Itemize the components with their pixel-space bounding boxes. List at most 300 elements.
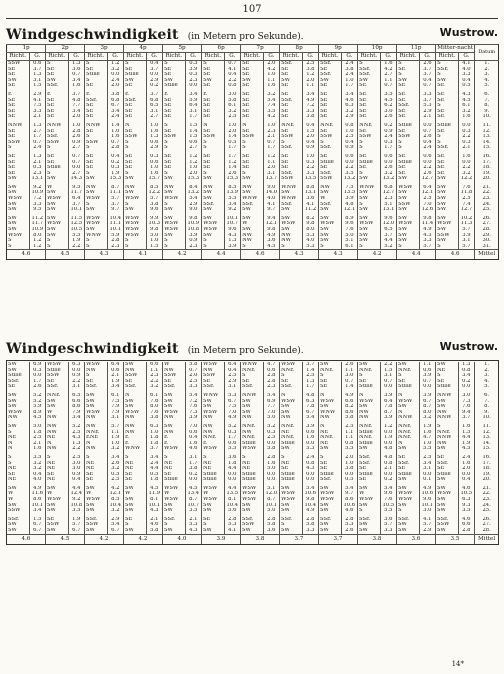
speed-cell: 10.6 — [302, 491, 319, 497]
direction-cell: SSE — [280, 171, 303, 177]
direction-cell: SE — [397, 98, 420, 104]
direction-cell: SW — [85, 528, 108, 534]
speed-cell: 6.5 — [146, 103, 163, 109]
speed-cell: 1.7 — [263, 145, 280, 151]
direction-cell: SW — [46, 78, 69, 84]
speed-cell: 3.9 — [302, 424, 319, 430]
speed-cell: 3.5 — [185, 508, 202, 514]
direction-cell: NNE — [397, 435, 420, 441]
direction-cell: SW — [7, 78, 30, 84]
direction-cell: SW — [319, 233, 342, 239]
direction-cell: SW — [124, 497, 147, 503]
direction-cell: SW — [397, 446, 420, 452]
speed-cell: 5.3 — [419, 103, 436, 109]
direction-cell: SW — [397, 477, 420, 483]
direction-cell: SE — [319, 83, 342, 89]
speed-cell: 0.9 — [380, 129, 397, 135]
speed-cell: 2.5 — [341, 134, 358, 140]
speed-cell: 3.3 — [419, 92, 436, 98]
direction-cell: SE — [241, 103, 264, 109]
speed-cell: 1.9 — [68, 517, 85, 523]
direction-cell: SW — [436, 404, 459, 410]
speed-cell: 6.5 — [68, 393, 85, 399]
speed-cell: 8.4 — [185, 185, 202, 191]
speed-cell: 5.2 — [29, 399, 46, 405]
speed-cell: 3.6 — [224, 455, 241, 461]
direction-cell: SSE — [163, 384, 186, 390]
direction-cell: NNW — [436, 435, 459, 441]
direction-cell: SE — [436, 114, 459, 120]
speed-cell: 2.9 — [29, 92, 46, 98]
direction-cell: SE — [46, 160, 69, 166]
speed-cell: 2.4 — [341, 61, 358, 67]
direction-cell: WSW — [397, 399, 420, 405]
direction-cell: S — [124, 140, 147, 146]
speed-cell: 3.2 — [341, 109, 358, 115]
speed-cell: 0.0 — [419, 472, 436, 478]
speed-cell: 4.1 — [29, 98, 46, 104]
speed-cell: 5.7 — [146, 196, 163, 202]
direction-cell: WSW — [7, 410, 30, 416]
speed-cell: 1.9 — [419, 424, 436, 430]
direction-header: Richt. — [241, 53, 264, 61]
direction-cell: SW — [241, 528, 264, 534]
speed-cell: 2.2 — [224, 78, 241, 84]
speed-cell: 9.8 — [419, 216, 436, 222]
speed-cell: 13.2 — [185, 190, 202, 196]
speed-cell: 0.0 — [341, 472, 358, 478]
speed-cell: 3.7 — [146, 67, 163, 73]
direction-cell: SE — [7, 98, 30, 104]
speed-cell: 5.0 — [146, 233, 163, 239]
speed-cell: 1.2 — [185, 154, 202, 160]
direction-cell: S — [163, 123, 186, 129]
direction-cell: SW — [202, 207, 225, 213]
direction-cell: SE — [319, 461, 342, 467]
date-cell: 9. — [475, 109, 499, 115]
speed-cell: 3.7 — [68, 92, 85, 98]
direction-cell: NE — [241, 461, 264, 467]
direction-cell: N — [7, 441, 30, 447]
speed-cell: 3.6 — [68, 67, 85, 73]
speed-cell: 4.3 — [68, 435, 85, 441]
direction-cell: NNE — [85, 430, 108, 436]
direction-cell: NW — [124, 424, 147, 430]
speed-cell: 3.3 — [29, 109, 46, 115]
speed-cell: 2.1 — [29, 114, 46, 120]
speed-cell: 9.6 — [224, 227, 241, 233]
direction-cell: SE — [241, 92, 264, 98]
speed-cell: 2.2 — [380, 362, 397, 368]
speed-cell: 2.2 — [302, 165, 319, 171]
direction-cell: SW — [280, 216, 303, 222]
speed-cell: 4.4 — [458, 435, 475, 441]
speed-cell: 5.4 — [107, 522, 124, 528]
speed-cell: 2.2 — [68, 379, 85, 385]
speed-cell: 3.8 — [146, 202, 163, 208]
direction-cell: SE — [124, 472, 147, 478]
direction-cell: SE — [7, 165, 30, 171]
direction-cell: Stille — [124, 72, 147, 78]
direction-cell: SW — [358, 503, 381, 509]
speed-cell: 4.6 — [341, 508, 358, 514]
speed-cell: 9.6 — [380, 216, 397, 222]
speed-cell: 7.6 — [458, 185, 475, 191]
section-title: Windgeschwindigkeit — [6, 27, 179, 43]
direction-cell: NE — [280, 461, 303, 467]
speed-cell: 7.0 — [419, 202, 436, 208]
direction-cell: SSE — [85, 517, 108, 523]
direction-header: Richt. — [280, 53, 303, 61]
date-cell: 20. — [475, 477, 499, 483]
speed-cell: 6.5 — [380, 227, 397, 233]
speed-cell: 1.6 — [68, 83, 85, 89]
direction-cell: SE — [202, 67, 225, 73]
direction-cell: SE — [124, 83, 147, 89]
speed-cell: 12.6 — [419, 207, 436, 213]
speed-cell: 1.6 — [146, 129, 163, 135]
direction-cell: SE — [46, 114, 69, 120]
direction-cell: SW — [436, 196, 459, 202]
speed-cell: 10.7 — [224, 221, 241, 227]
direction-cell: SW — [7, 522, 30, 528]
speed-cell: 12.2 — [146, 190, 163, 196]
speed-cell: 2.5 — [341, 424, 358, 430]
direction-cell: SSE — [397, 103, 420, 109]
speed-cell: 4.0 — [263, 196, 280, 202]
direction-cell: SW — [358, 446, 381, 452]
direction-cell: WSW — [46, 362, 69, 368]
speed-cell: 7.3 — [458, 399, 475, 405]
speed-cell: 5.4 — [341, 486, 358, 492]
speed-cell: 4.5 — [263, 244, 280, 250]
direction-cell: SE — [46, 67, 69, 73]
direction-cell: WSW — [163, 497, 186, 503]
direction-cell: W — [241, 221, 264, 227]
date-cell: 14. — [475, 140, 499, 146]
speed-cell: 4.1 — [263, 202, 280, 208]
direction-cell: SW — [46, 528, 69, 534]
direction-cell: S — [124, 455, 147, 461]
speed-cell: 2.0 — [302, 78, 319, 84]
direction-cell: SE — [202, 114, 225, 120]
direction-cell: SE — [358, 466, 381, 472]
direction-cell: NNE — [202, 435, 225, 441]
speed-cell: 2.7 — [146, 114, 163, 120]
speed-cell: 0.5 — [224, 140, 241, 146]
direction-cell: WSW — [397, 185, 420, 191]
direction-cell: Stille — [202, 472, 225, 478]
direction-cell: SW — [124, 399, 147, 405]
direction-cell: S — [397, 373, 420, 379]
speed-cell: 1.0 — [224, 123, 241, 129]
speed-cell: 2.7 — [185, 145, 202, 151]
direction-cell: Stille — [397, 384, 420, 390]
direction-cell: SE — [202, 160, 225, 166]
mean-cell: 4.4 — [397, 250, 436, 260]
direction-cell: SW — [436, 497, 459, 503]
direction-cell: SSW — [46, 522, 69, 528]
speed-cell: 1.0 — [341, 461, 358, 467]
speed-cell: 1.0 — [341, 78, 358, 84]
date-cell: 6. — [475, 92, 499, 98]
direction-cell: SW — [436, 477, 459, 483]
direction-cell: SW — [436, 503, 459, 509]
direction-cell: SE — [358, 129, 381, 135]
speed-cell: 2.6 — [419, 134, 436, 140]
direction-cell: WSW — [280, 491, 303, 497]
speed-cell: 3.2 — [263, 92, 280, 98]
direction-cell: SW — [124, 503, 147, 509]
date-cell: 31. — [475, 244, 499, 250]
direction-cell: N — [397, 441, 420, 447]
speed-cell: 6.3 — [146, 424, 163, 430]
direction-cell: SE — [319, 67, 342, 73]
speed-cell: 8.2 — [302, 216, 319, 222]
speed-cell: 2.3 — [146, 373, 163, 379]
mean-cell: 4.4 — [202, 250, 241, 260]
direction-cell: NW — [202, 424, 225, 430]
section-1-title — [6, 24, 498, 42]
direction-cell: S — [7, 430, 30, 436]
speed-cell: 7.5 — [29, 103, 46, 109]
speed-cell: 0.6 — [224, 441, 241, 447]
speed-cell: 9.7 — [263, 207, 280, 213]
speed-cell: 0.7 — [263, 140, 280, 146]
direction-cell: WSW — [358, 497, 381, 503]
speed-cell: 2.8 — [107, 238, 124, 244]
date-cell: 19. — [475, 171, 499, 177]
speed-cell: 0.9 — [185, 238, 202, 244]
direction-cell: SE — [241, 154, 264, 160]
date-cell: 8. — [475, 103, 499, 109]
direction-cell: SW — [358, 216, 381, 222]
speed-cell: 3.3 — [380, 528, 397, 534]
direction-cell: SE — [7, 160, 30, 166]
speed-cell: 8.0 — [29, 233, 46, 239]
speed-cell: 0.7 — [107, 140, 124, 146]
direction-cell: SE — [358, 109, 381, 115]
direction-cell: WSW — [436, 491, 459, 497]
direction-cell: NE — [7, 466, 30, 472]
speed-cell: 1.6 — [458, 424, 475, 430]
speed-cell: 1.8 — [146, 477, 163, 483]
direction-cell: SE — [319, 103, 342, 109]
direction-cell: SW — [202, 399, 225, 405]
speed-cell: 1.0 — [341, 129, 358, 135]
speed-cell: 4.4 — [146, 466, 163, 472]
speed-cell: 6.4 — [380, 399, 397, 405]
direction-cell: WSW — [319, 491, 342, 497]
direction-cell: NW — [319, 185, 342, 191]
mean-cell: 4.6 — [7, 534, 46, 544]
direction-cell: SW — [358, 362, 381, 368]
speed-cell: 1.2 — [29, 244, 46, 250]
direction-cell: S — [46, 238, 69, 244]
speed-cell: 1.9 — [380, 435, 397, 441]
date-cell: 28. — [475, 528, 499, 534]
speed-cell: 2.8 — [458, 528, 475, 534]
direction-cell: SW — [358, 196, 381, 202]
speed-cell: 1.2 — [185, 160, 202, 166]
direction-cell: SE — [7, 114, 30, 120]
direction-cell: S — [85, 455, 108, 461]
speed-cell: 1.4 — [302, 368, 319, 374]
direction-cell: SSW — [241, 522, 264, 528]
hour-header: 8p — [280, 45, 319, 53]
direction-cell: E — [124, 435, 147, 441]
direction-cell: SW — [241, 216, 264, 222]
direction-cell: SW — [397, 176, 420, 182]
direction-cell: N — [85, 441, 108, 447]
speed-cell: 3.9 — [185, 233, 202, 239]
direction-cell: NE — [7, 477, 30, 483]
direction-cell: NNW — [241, 393, 264, 399]
direction-cell: SE — [85, 83, 108, 89]
direction-cell: SW — [241, 404, 264, 410]
speed-cell: 1.0 — [263, 72, 280, 78]
speed-cell: 10.8 — [68, 503, 85, 509]
direction-cell: SW — [241, 399, 264, 405]
speed-cell: 0.6 — [419, 368, 436, 374]
speed-cell: 12.1 — [419, 190, 436, 196]
direction-cell: SSW — [85, 522, 108, 528]
direction-cell: S — [280, 522, 303, 528]
date-cell: 3. — [475, 72, 499, 78]
speed-cell: 0.6 — [185, 140, 202, 146]
mean-cell: 3.7 — [280, 534, 319, 544]
speed-cell: 5.4 — [380, 486, 397, 492]
speed-cell: 8.2 — [341, 404, 358, 410]
direction-cell: W — [358, 491, 381, 497]
speed-cell: 0.8 — [302, 461, 319, 467]
speed-cell: 3.8 — [302, 67, 319, 73]
speed-cell: 3.5 — [68, 508, 85, 514]
speed-cell: 2.1 — [185, 517, 202, 523]
direction-cell: SE — [7, 83, 30, 89]
direction-cell: NNE — [436, 430, 459, 436]
direction-cell: SW — [436, 185, 459, 191]
speed-cell: 1.7 — [224, 154, 241, 160]
speed-cell: 3.0 — [68, 461, 85, 467]
speed-cell: 1.0 — [146, 238, 163, 244]
section-subtitle: (in Metern pro Sekunde). — [187, 346, 304, 356]
direction-cell: SE — [319, 98, 342, 104]
speed-cell: 3.4 — [68, 109, 85, 115]
speed-cell: 1.1 — [341, 430, 358, 436]
speed-cell: 3.4 — [107, 455, 124, 461]
direction-cell: SW — [7, 227, 30, 233]
direction-cell: SE — [85, 103, 108, 109]
speed-cell: 0.0 — [458, 123, 475, 129]
speed-cell: 9.2 — [68, 497, 85, 503]
speed-header: G. — [302, 53, 319, 61]
date-cell: 4. — [475, 379, 499, 385]
direction-cell: SSW — [202, 134, 225, 140]
speed-cell: 1.6 — [458, 154, 475, 160]
speed-cell: 2.4 — [419, 145, 436, 151]
speed-cell: 2.6 — [224, 171, 241, 177]
speed-cell: 0.0 — [419, 123, 436, 129]
direction-cell: SSE — [280, 61, 303, 67]
direction-cell: SE — [397, 114, 420, 120]
speed-cell: 5.7 — [68, 522, 85, 528]
date-cell: 24. — [475, 202, 499, 208]
speed-cell: 7.0 — [263, 410, 280, 416]
direction-cell: S — [358, 244, 381, 250]
direction-cell: Stille — [46, 165, 69, 171]
date-cell: 10. — [475, 114, 499, 120]
speed-cell: 5.7 — [458, 244, 475, 250]
speed-cell: 6.8 — [380, 185, 397, 191]
speed-cell: 10.9 — [185, 221, 202, 227]
speed-cell: 11.4 — [419, 221, 436, 227]
speed-cell: 0.6 — [380, 154, 397, 160]
direction-cell: SSE — [358, 517, 381, 523]
direction-cell: SW — [280, 528, 303, 534]
direction-cell: N — [124, 123, 147, 129]
direction-cell: WSW — [124, 410, 147, 416]
direction-cell: SW — [85, 508, 108, 514]
speed-cell: 0.7 — [185, 368, 202, 374]
hour-header: 2p — [46, 45, 85, 53]
direction-cell: SE — [124, 114, 147, 120]
date-cell: 2. — [475, 368, 499, 374]
speed-cell: 2.5 — [224, 373, 241, 379]
direction-cell: SE — [46, 109, 69, 115]
direction-cell: SE — [280, 129, 303, 135]
direction-cell: SE — [7, 109, 30, 115]
direction-cell: SE — [280, 109, 303, 115]
direction-cell: S — [280, 140, 303, 146]
date-cell: 4. — [475, 78, 499, 84]
direction-cell: SW — [319, 227, 342, 233]
speed-cell: 13.1 — [380, 207, 397, 213]
direction-cell: W — [163, 491, 186, 497]
speed-cell: 12.1 — [263, 221, 280, 227]
speed-cell: 0.6 — [263, 368, 280, 374]
speed-cell: 5.4 — [302, 486, 319, 492]
mean-cell: 3.8 — [358, 534, 397, 544]
speed-cell: 1.0 — [146, 430, 163, 436]
speed-cell: 0.4 — [341, 140, 358, 146]
speed-cell: 1.2 — [263, 154, 280, 160]
speed-cell: 3.6 — [263, 238, 280, 244]
speed-cell: 0.0 — [302, 441, 319, 447]
speed-cell: 3.6 — [263, 528, 280, 534]
direction-cell: SE — [397, 154, 420, 160]
speed-header: G. — [29, 53, 46, 61]
speed-cell: 3.1 — [146, 109, 163, 115]
direction-cell: SSW — [397, 134, 420, 140]
speed-cell: 4.5 — [185, 486, 202, 492]
speed-cell: 7.6 — [146, 399, 163, 405]
direction-cell: SSE — [46, 134, 69, 140]
speed-cell: 2.0 — [341, 455, 358, 461]
direction-cell: SE — [397, 466, 420, 472]
direction-cell: SSE — [85, 384, 108, 390]
direction-cell: Stille — [436, 384, 459, 390]
speed-cell: 0.3 — [458, 129, 475, 135]
speed-cell: 10.1 — [224, 216, 241, 222]
date-cell: 28. — [475, 227, 499, 233]
speed-cell: 1.3 — [68, 61, 85, 67]
direction-cell: SW — [7, 486, 30, 492]
direction-cell: SE — [163, 165, 186, 171]
speed-cell: 1.7 — [302, 384, 319, 390]
direction-cell: S — [7, 244, 30, 250]
direction-cell: SE — [7, 134, 30, 140]
